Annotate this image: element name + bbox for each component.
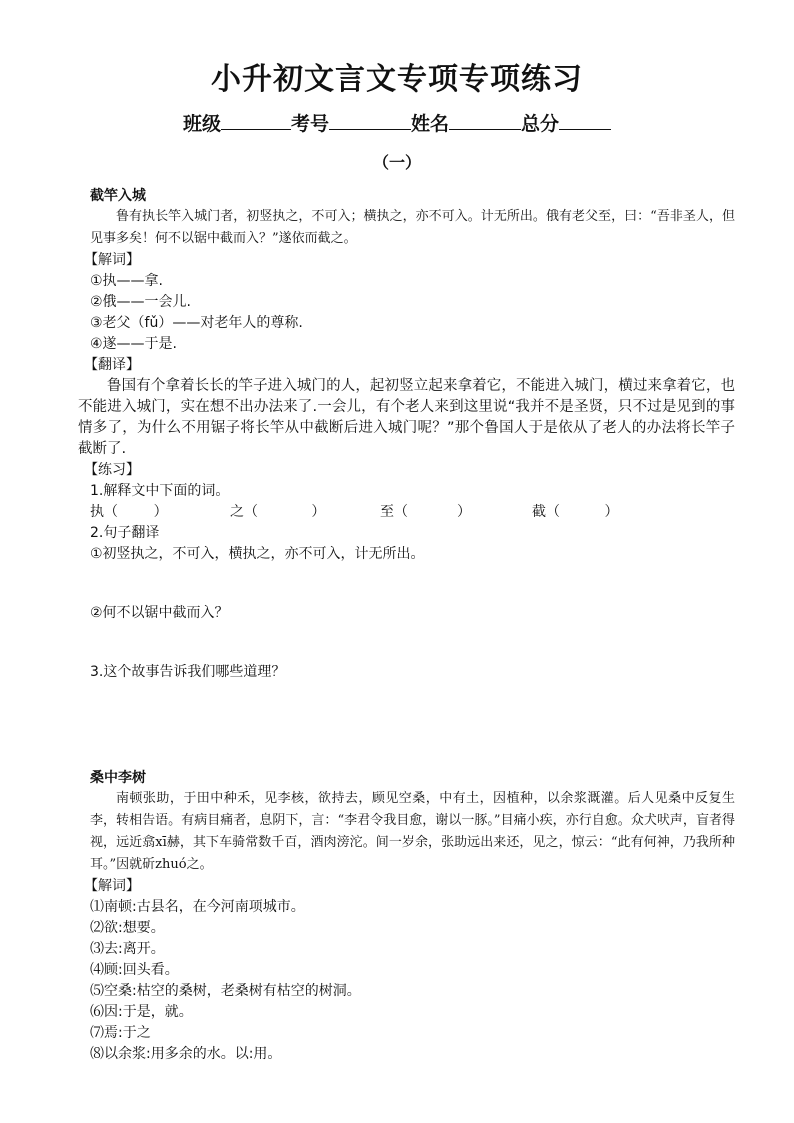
story-1-translation: 鲁国有个拿着长长的竿子进入城门的人，起初竖立起来拿着它，不能进入城门，横过来拿着它，也不能进入城门，实在想不出办法来了.一会儿，有个老人来到这里说“我并不是圣贤，只不过是见到的事情多了，为什么不用锯子将长竿从中截断后进入城门呢？”那个鲁国人于是依从了老人的办法将长竿子截断了.: [78, 378, 735, 457]
question-2a: ①初竖执之，不可入，横执之，亦不可入，计无所出。: [90, 546, 425, 562]
blank-zhi-hold[interactable]: 执（ ）: [90, 504, 168, 520]
question-3: 3.这个故事告诉我们哪些道理？: [90, 664, 286, 680]
blank-jie[interactable]: 截（ ）: [532, 504, 619, 520]
story-1-exercise-label: 【练习】: [84, 462, 140, 478]
answer-space[interactable]: [90, 565, 735, 603]
glossary-item: ④遂——于是.: [90, 336, 178, 352]
question-1: 1.解释文中下面的词。: [90, 483, 230, 499]
question-2b: ②何不以锯中截而入？: [90, 605, 229, 621]
student-info-row: [0, 110, 794, 138]
class-blank[interactable]: [221, 111, 291, 130]
page-title: 小升初文言文专项专项练习: [211, 62, 583, 97]
story-2-glossary-label: 【解词】: [84, 878, 140, 894]
name-label: 姓名: [411, 113, 450, 135]
glossary-item: ⑴南顿:古县名，在今河南项城市。: [90, 899, 305, 915]
story-1: [78, 186, 735, 683]
score-blank[interactable]: [559, 111, 611, 130]
story-1-original-text: 鲁有执长竿入城门者，初竖执之，不可入；横执之，亦不可入。计无所出。俄有老父至，曰：“吾非圣人，但见事多矣！何不以锯中截而入？”遂依而截之。: [90, 209, 735, 246]
story-2-title: 桑中李树: [90, 770, 146, 786]
story-2-original-text: 南顿张助，于田中种禾，见李核，欲持去，顾见空桑，中有土，因植种，以余浆溉灌。后人见桑中反复生李，转相告语。有病目痛者，息阴下，言：“李君令我目愈，谢以一豚。”目痛小疾，亦行自愈。众犬吠声，盲者得视，远近翕xī赫，其下车骑常数千百，酒肉滂沱。间一岁余，张助远出来还，见之，惊云：“此有何神，乃我所种耳。”因就斫zhuó之。: [90, 791, 735, 872]
blank-zhi[interactable]: 之（ ）: [230, 504, 326, 520]
exam-no-blank[interactable]: [329, 111, 411, 130]
glossary-item: ⑹因:于是，就。: [90, 1004, 193, 1020]
glossary-item: ⑻以余浆:用多余的水。以:用。: [90, 1046, 282, 1062]
glossary-item: ⑺焉:于之: [90, 1025, 151, 1041]
glossary-item: ①执——拿.: [90, 273, 164, 289]
glossary-item: ⑶去:离开。: [90, 941, 165, 957]
story-2: [84, 768, 735, 1065]
glossary-item: ⑷顾:回头看。: [90, 962, 179, 978]
exam-no-label: 考号: [290, 113, 329, 135]
glossary-item: ⑵欲:想要。: [90, 920, 165, 936]
story-1-title: 截竿入城: [90, 188, 146, 204]
glossary-item: ②俄——一会儿.: [90, 294, 192, 310]
question-1-blanks: [90, 502, 735, 523]
blank-zhi-arrive[interactable]: 至（ ）: [380, 504, 471, 520]
question-2: 2.句子翻译: [90, 525, 160, 541]
glossary-item: ③老父（fǔ）——对老年人的尊称.: [90, 315, 303, 331]
story-1-glossary-label: 【解词】: [84, 252, 140, 268]
story-1-translation-label: 【翻译】: [84, 357, 140, 373]
glossary-item: ⑸空桑:枯空的桑树，老桑树有枯空的树洞。: [90, 983, 361, 999]
class-label: 班级: [182, 113, 221, 135]
name-blank[interactable]: [449, 111, 521, 130]
section-number: （一）: [372, 153, 421, 172]
answer-space[interactable]: [90, 624, 735, 662]
score-label: 总分: [521, 113, 560, 135]
